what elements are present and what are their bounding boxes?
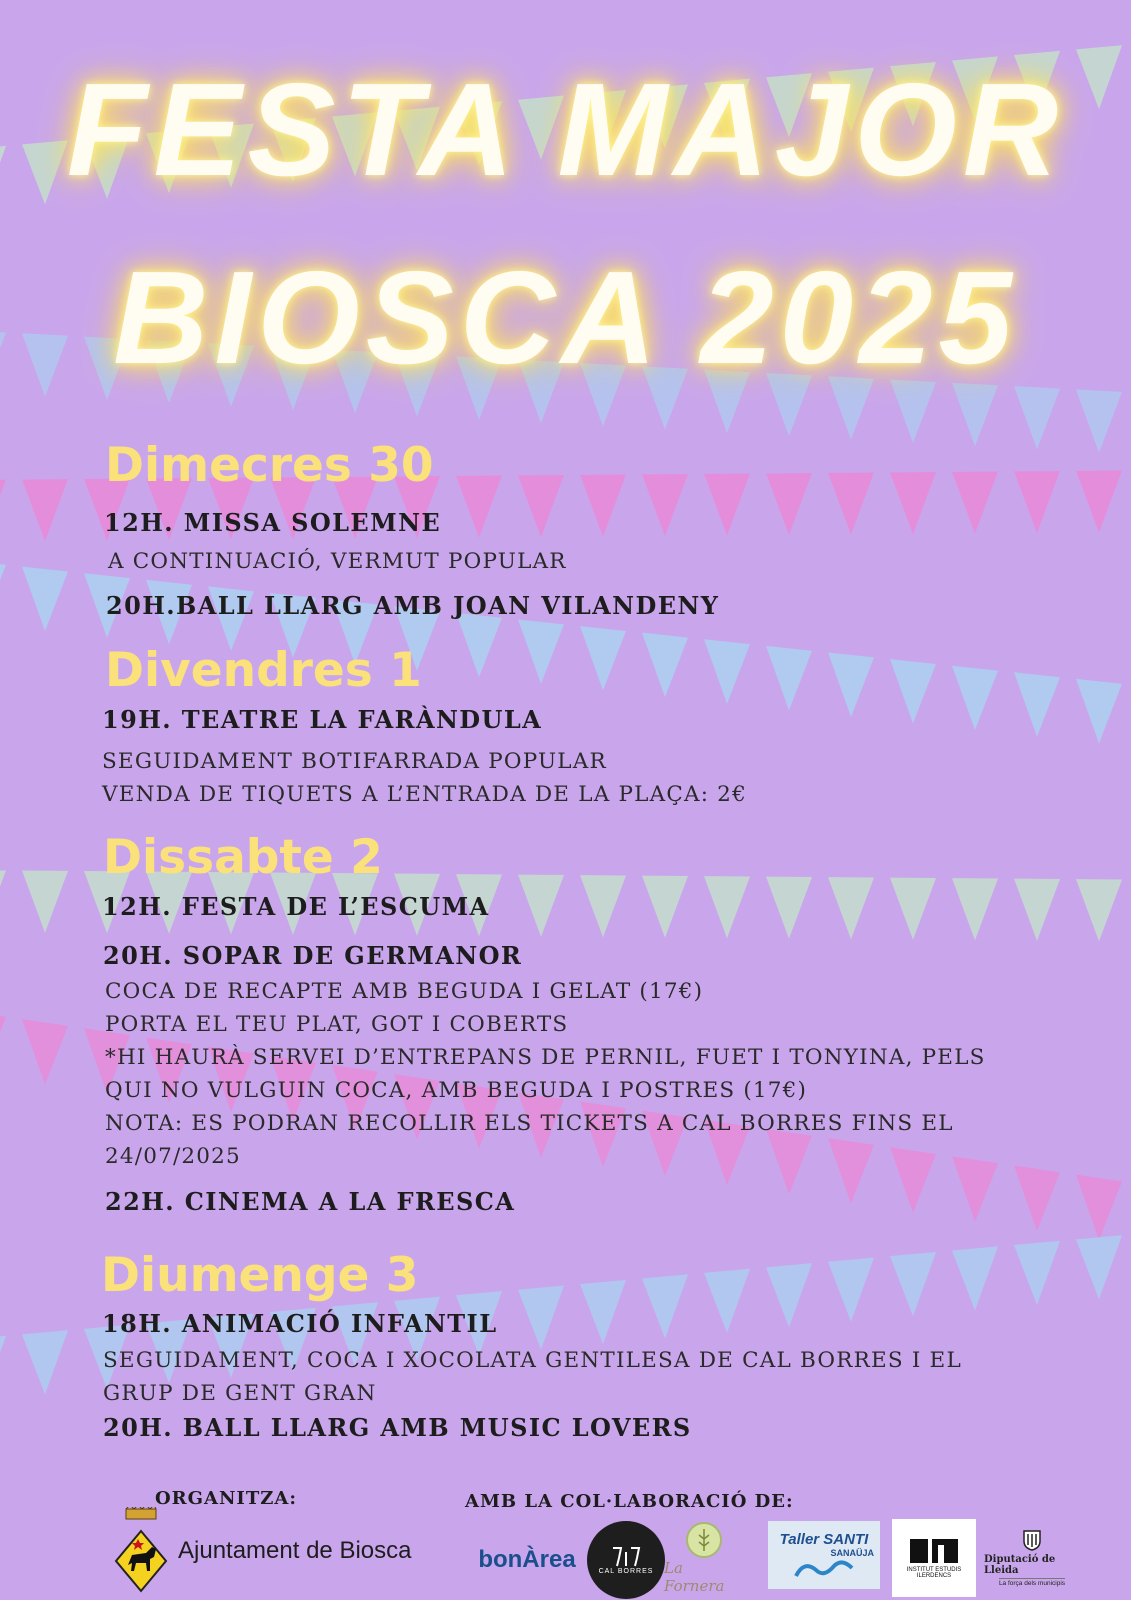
event-detail: *HI HAURÀ SERVEI D’ENTREPANS DE PERNIL, FUET I TONYINA, PELS xyxy=(105,1045,986,1070)
bunting-flag xyxy=(22,1330,68,1394)
event-title: 20H. BALL LLARG AMB MUSIC LOVERS xyxy=(103,1413,692,1442)
bunting-flag xyxy=(642,876,688,938)
diputacio-logo-text: Diputació de Lleida xyxy=(984,1554,1056,1576)
organitza-label: ORGANITZA: xyxy=(155,1488,297,1509)
bunting-flag xyxy=(952,1246,998,1310)
bunting-flag xyxy=(0,480,6,542)
bunting-flag xyxy=(828,1138,874,1203)
bunting-flag xyxy=(828,877,874,939)
bunting-flag xyxy=(766,877,812,939)
bunting-flag xyxy=(642,633,688,697)
bunting-flag xyxy=(704,639,750,703)
bunting-flag xyxy=(0,1010,6,1075)
taller-santi-logo xyxy=(768,1521,880,1589)
event-detail: PORTA EL TEU PLAT, GOT I COBERTS xyxy=(105,1012,569,1037)
organizer-name: Ajuntament de Biosca xyxy=(178,1537,412,1564)
event-detail: COCA DE RECAPTE AMB BEGUDA I GELAT (17€) xyxy=(105,979,704,1004)
day-heading-divendres: Divendres 1 xyxy=(105,643,422,698)
bunting-flag xyxy=(22,871,68,933)
title-line-1: FESTA MAJOR xyxy=(66,56,1065,203)
bunting-flag xyxy=(22,1019,68,1084)
bunting-flag xyxy=(952,878,998,940)
bunting-flag xyxy=(1076,879,1122,941)
la-fornera-logo-text: La Fornera xyxy=(664,1559,725,1595)
institut-mark-icon xyxy=(908,1537,960,1565)
event-detail: 24/07/2025 xyxy=(105,1144,241,1169)
diputacio-shield-icon xyxy=(1022,1529,1042,1551)
bunting-flag xyxy=(890,1252,936,1316)
bunting-flag xyxy=(890,659,936,723)
bunting-flag xyxy=(1076,389,1122,452)
bunting-flag xyxy=(1076,679,1122,743)
bunting-flag xyxy=(580,875,626,937)
event-title: 20H.BALL LLARG AMB JOAN VILANDENY xyxy=(106,591,720,620)
bunting-flag xyxy=(704,876,750,938)
event-detail: A CONTINUACIÓ, VERMUT POPULAR xyxy=(108,549,567,574)
bunting-flag xyxy=(1014,1166,1060,1231)
institut-estudis-logo xyxy=(892,1519,976,1597)
biosca-coat-of-arms-icon xyxy=(112,1507,170,1593)
event-title: 12H. FESTA DE L’ESCUMA xyxy=(102,892,490,921)
day-heading-diumenge: Diumenge 3 xyxy=(101,1248,419,1303)
la-fornera-logo xyxy=(664,1517,744,1599)
bunting-flag xyxy=(0,560,6,624)
bunting-flag xyxy=(1014,471,1060,533)
bunting-flag xyxy=(952,1156,998,1221)
bunting-flag xyxy=(704,1269,750,1333)
bunting-flag xyxy=(766,1263,812,1327)
bunting-flag xyxy=(1014,1241,1060,1305)
day-heading-dimecres: Dimecres 30 xyxy=(105,438,434,493)
event-title: 20H. SOPAR DE GERMANOR xyxy=(103,941,523,970)
bunting-flag xyxy=(642,474,688,536)
bunting-flag xyxy=(704,474,750,536)
collab-label: AMB LA COL·LABORACIÓ DE: xyxy=(465,1491,794,1512)
bunting-flag xyxy=(828,1258,874,1322)
cal-borres-logo xyxy=(587,1521,665,1599)
glasses-icon xyxy=(609,1546,643,1568)
event-title: 19H. TEATRE LA FARÀNDULA xyxy=(102,705,543,734)
taller-santi-logo-text: Taller SANTI xyxy=(779,1530,869,1548)
bunting-flag xyxy=(952,471,998,533)
bunting-flag xyxy=(456,476,502,538)
event-detail: SEGUIDAMENT, COCA I XOCOLATA GENTILESA DE CAL BORRES I EL xyxy=(103,1348,962,1373)
bunting-flag xyxy=(1014,879,1060,941)
bunting-flag xyxy=(518,475,564,537)
bunting-flag xyxy=(766,646,812,710)
bunting-flag xyxy=(952,666,998,730)
institut-estudis-logo-text: INSTITUT ESTUDIS ILERDENCS xyxy=(906,1567,962,1579)
bunting-flag xyxy=(1076,470,1122,532)
bunting-flag xyxy=(828,473,874,535)
bonarea-logo xyxy=(478,1542,576,1578)
bunting-flag xyxy=(518,619,564,683)
event-detail: VENDA DE TIQUETS A L’ENTRADA DE LA PLAÇA: 2€ xyxy=(102,782,747,807)
bunting-flag xyxy=(890,472,936,534)
bonarea-logo-text: bonÀrea xyxy=(478,1546,576,1573)
bunting-flag xyxy=(1076,1175,1122,1240)
event-title: 18H. ANIMACIÓ INFANTIL xyxy=(102,1309,498,1338)
bunting-flag xyxy=(518,1286,564,1350)
diputacio-logo-subtitle: La força dels municipis xyxy=(998,1580,1066,1587)
bunting-flag xyxy=(518,875,564,937)
cal-borres-logo-text: CAL BORRES xyxy=(598,1567,654,1575)
bunting-flag xyxy=(0,870,6,932)
bunting-flag xyxy=(22,479,68,541)
bunting-flag xyxy=(828,652,874,716)
event-detail: SEGUIDAMENT BOTIFARRADA POPULAR xyxy=(102,749,607,774)
bunting-flag xyxy=(580,626,626,690)
event-detail: GRUP DE GENT GRAN xyxy=(103,1381,377,1406)
title-line-2: BIOSCA 2025 xyxy=(113,244,1018,391)
bunting-flag xyxy=(456,613,502,677)
event-title: 22H. CINEMA A LA FRESCA xyxy=(105,1187,516,1216)
bunting-flag xyxy=(642,1274,688,1338)
event-detail: QUI NO VULGUIN COCA, AMB BEGUDA I POSTRES (17€) xyxy=(105,1078,808,1103)
wheat-circle-icon xyxy=(685,1521,723,1559)
bunting-flag xyxy=(890,1147,936,1212)
bunting-flag xyxy=(22,567,68,631)
bunting-flag xyxy=(0,1336,6,1400)
bunting-flag xyxy=(766,473,812,535)
bunting-flag xyxy=(890,878,936,940)
wave-icon xyxy=(794,1558,854,1580)
event-detail: NOTA: ES PODRAN RECOLLIR ELS TICKETS A CAL BORRES FINS EL xyxy=(105,1111,954,1136)
day-heading-dissabte: Dissabte 2 xyxy=(103,830,383,885)
diputacio-logo xyxy=(984,1519,1080,1597)
bunting-flag xyxy=(1076,1235,1122,1299)
bunting-flag xyxy=(1014,386,1060,449)
event-title: 12H. MISSA SOLEMNE xyxy=(104,508,442,537)
bunting-flag xyxy=(1014,672,1060,736)
taller-santi-logo-subtitle: SANAÜJA xyxy=(830,1547,874,1558)
bunting-flag xyxy=(580,1280,626,1344)
bunting-flag xyxy=(580,475,626,537)
